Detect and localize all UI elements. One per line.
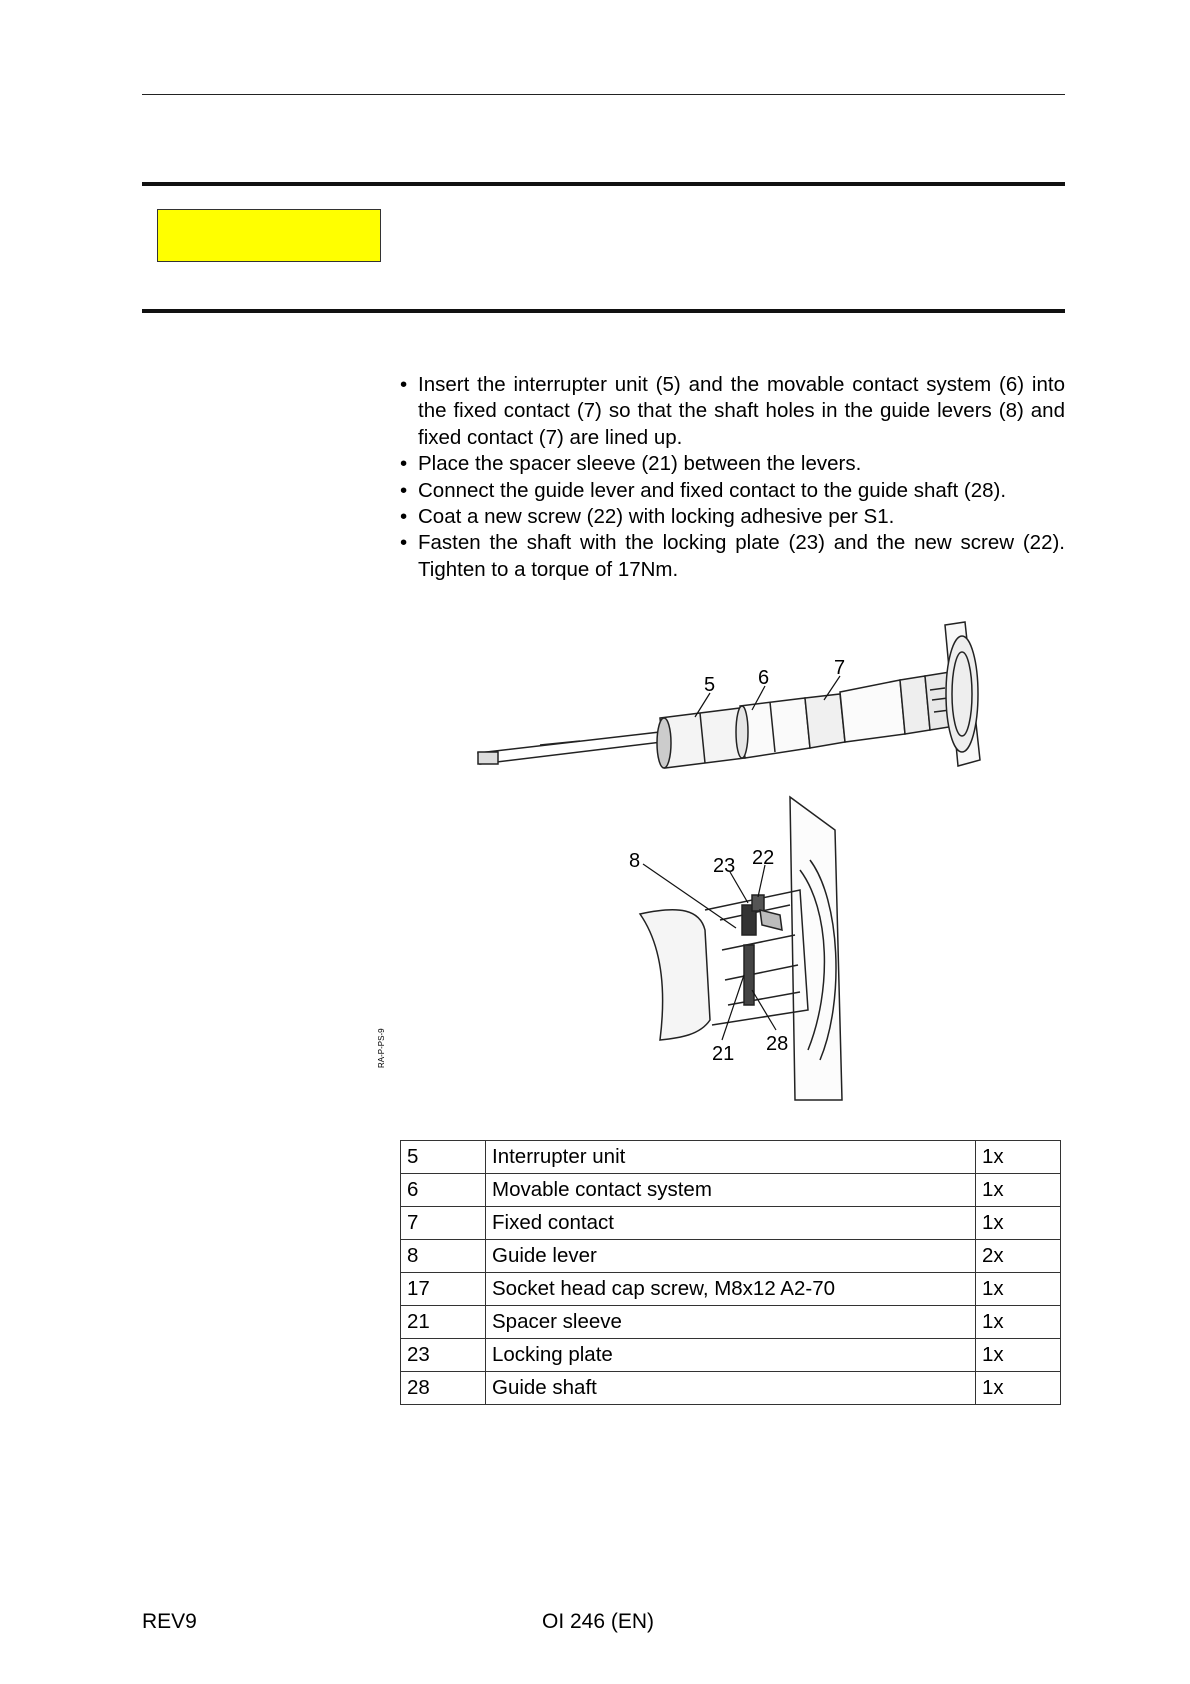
instruction-step: • Fasten the shaft with the locking plate (23) and the new screw (22). Tighten to a torque of 17Nm.: [400, 530, 1065, 583]
table-row: [401, 1141, 1061, 1174]
table-row: [401, 1372, 1061, 1405]
part-name: Locking plate: [486, 1339, 976, 1372]
document-id: OI 246 (EN): [542, 1610, 655, 1633]
part-number: 6: [401, 1174, 486, 1207]
part-quantity: 1x: [976, 1306, 1061, 1339]
part-name: Fixed contact: [486, 1207, 976, 1240]
part-quantity: 1x: [976, 1273, 1061, 1306]
part-name: Guide shaft: [486, 1372, 976, 1405]
instruction-step: • Coat a new screw (22) with locking adhesive per S1.: [400, 504, 1065, 530]
instruction-step: • Connect the guide lever and fixed contact to the guide shaft (28).: [400, 478, 1065, 504]
revision-label: REV9: [142, 1610, 197, 1633]
callout-label: 7: [834, 657, 846, 679]
part-number: 23: [401, 1339, 486, 1372]
part-quantity: 2x: [976, 1240, 1061, 1273]
callout-label: 5: [704, 674, 716, 696]
part-name: Socket head cap screw, M8x12 A2-70: [486, 1273, 976, 1306]
part-name: Guide lever: [486, 1240, 976, 1273]
part-name: Spacer sleeve: [486, 1306, 976, 1339]
part-quantity: 1x: [976, 1174, 1061, 1207]
interrupter-assembly-drawing: [478, 622, 980, 768]
part-number: 28: [401, 1372, 486, 1405]
part-number: 17: [401, 1273, 486, 1306]
parts-table: [400, 1140, 1061, 1405]
part-quantity: 1x: [976, 1372, 1061, 1405]
callout-label: 8: [629, 850, 641, 872]
table-row: [401, 1339, 1061, 1372]
instruction-step: • Insert the interrupter unit (5) and the movable contact system (6) into the fixed contact (7) so that the shaft holes in the guide levers (8) and fixed contact (7) are lined up.: [400, 372, 1065, 451]
part-quantity: 1x: [976, 1339, 1061, 1372]
callout-label: 6: [758, 667, 770, 689]
part-number: 8: [401, 1240, 486, 1273]
table-row: [401, 1306, 1061, 1339]
part-name: Movable contact system: [486, 1174, 976, 1207]
callout-label: 28: [766, 1033, 789, 1055]
table-row: [401, 1273, 1061, 1306]
callout-label: 22: [752, 847, 775, 869]
figure-code: RA-P-PS-9: [377, 1028, 386, 1068]
callout-label: 23: [713, 855, 736, 877]
part-number: 5: [401, 1141, 486, 1174]
part-name: Interrupter unit: [486, 1141, 976, 1174]
part-number: 21: [401, 1306, 486, 1339]
part-quantity: 1x: [976, 1207, 1061, 1240]
guide-shaft-detail-drawing: [640, 797, 842, 1100]
callout-label: 21: [712, 1043, 735, 1065]
table-row: [401, 1207, 1061, 1240]
part-number: 7: [401, 1207, 486, 1240]
part-quantity: 1x: [976, 1141, 1061, 1174]
table-row: [401, 1240, 1061, 1273]
table-row: [401, 1174, 1061, 1207]
instruction-step: • Place the spacer sleeve (21) between the levers.: [400, 451, 1065, 477]
